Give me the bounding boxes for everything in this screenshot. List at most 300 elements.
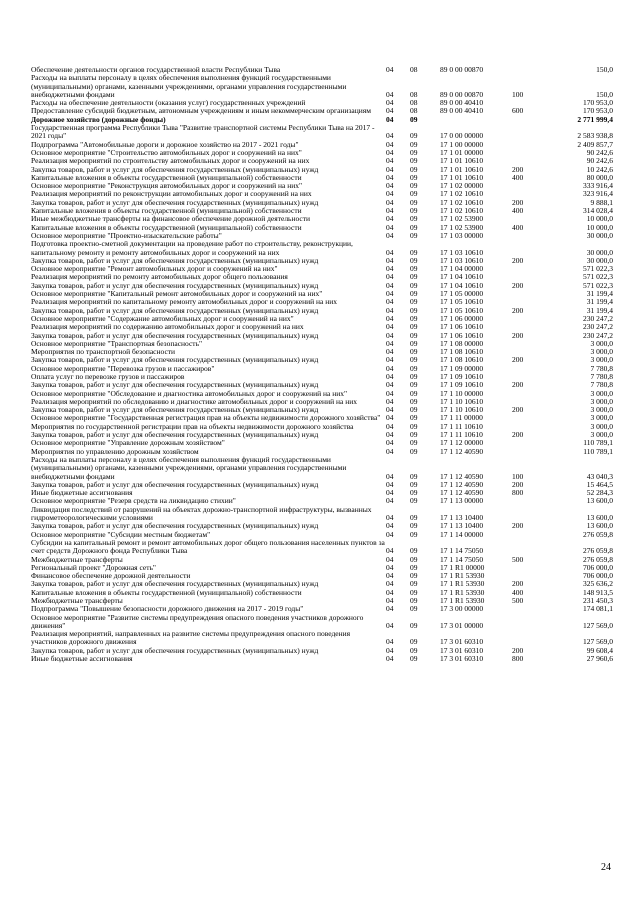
row-name: Мероприятия по транспортной безопасности: [31, 347, 176, 357]
row-name: Государственная программа Республики Тыва "Развитие транспортной системы Республики Тыва на 2017 - 2021 годы": [31, 123, 375, 141]
row-amount: 230 247,2: [583, 330, 613, 340]
row-amount: 110 789,1: [583, 438, 613, 448]
row-section: 04: [386, 214, 394, 224]
row-subsection: 09: [410, 147, 418, 157]
table-row: [31, 124, 613, 141]
row-amount: 13 600,0: [586, 521, 613, 531]
row-expense-type: 200: [512, 430, 524, 440]
row-amount: 31 199,4: [586, 305, 613, 315]
row-expense-type: 200: [512, 479, 524, 489]
row-amount: 571 022,3: [583, 280, 613, 290]
row-amount: 90 242,6: [586, 156, 613, 166]
row-section: 04: [386, 330, 394, 340]
row-target-article: 17 1 R1 53930: [440, 587, 485, 597]
row-name: Основное мероприятие "Капитальный ремонт автомобильных дорог и сооружений на них": [31, 289, 323, 299]
row-subsection: 09: [410, 131, 418, 141]
row-name: Закупка товаров, работ и услуг для обеспечения государственных (муниципальных) нужд: [31, 430, 319, 440]
row-subsection: 09: [410, 620, 418, 630]
row-name: Мероприятия по государственной регистрации прав на объекты недвижимости дорожного хозяйства: [31, 421, 354, 431]
row-subsection: 09: [410, 396, 418, 406]
table-row: [31, 614, 613, 631]
row-section: 04: [386, 139, 394, 149]
row-amount: 110 789,1: [583, 446, 613, 456]
row-name: Закупка товаров, работ и услуг для обеспечения государственных (муниципальных) нужд: [31, 197, 319, 207]
row-section: 04: [386, 255, 394, 265]
row-subsection: 09: [410, 446, 418, 456]
row-section: 04: [386, 471, 394, 481]
row-subsection: 09: [410, 330, 418, 340]
row-target-article: 17 1 08 10610: [440, 355, 484, 365]
row-amount: 3 000,0: [590, 347, 613, 357]
row-section: 04: [386, 571, 394, 581]
row-name: Подготовка проектно-сметной документации на проведение работ по строительству, реконструкции, капитальному ремонту и ремонту автомобильных дорог и сооружений на них: [31, 239, 353, 257]
row-subsection: 09: [410, 579, 418, 589]
row-name: Закупка товаров, работ и услуг для обеспечения государственных (муниципальных) нужд: [31, 479, 319, 489]
row-name: Основное мероприятие "Управление дорожным хозяйством": [31, 438, 225, 448]
row-subsection: 09: [410, 272, 418, 282]
row-name: Основное мероприятие "Перевозка грузов и пассажиров": [31, 363, 215, 373]
row-expense-type: [512, 232, 552, 240]
row-subsection: 09: [410, 305, 418, 315]
row-target-article: 17 1 08 10610: [440, 347, 484, 357]
row-expense-type: 200: [512, 521, 524, 531]
row-target-article: 17 1 04 10610: [440, 272, 484, 282]
row-amount: 31 199,4: [586, 297, 613, 307]
row-name: Закупка товаров, работ и услуг для обеспечения государственных (муниципальных) нужд: [31, 280, 319, 290]
row-amount: 170 953,0: [583, 98, 613, 108]
row-name: Субсидии на капитальный ремонт и ремонт автомобильных дорог общего пользования населенных пунктов за счет средств Дорожного фонда Республики Тыва: [31, 537, 385, 556]
row-target-article: 17 1 01 00000: [440, 147, 484, 157]
row-subsection: 09: [410, 206, 418, 216]
row-name: Закупка товаров, работ и услуг для обеспечения государственных (муниципальных) нужд: [31, 305, 319, 315]
row-expense-type: 200: [512, 579, 524, 589]
row-amount: 148 913,5: [583, 587, 613, 597]
table-row: [31, 74, 613, 99]
row-name: Иные бюджетные ассигнования: [31, 654, 133, 664]
row-target-article: 17 1 14 00000: [440, 529, 484, 539]
row-section: 04: [386, 604, 394, 614]
row-amount: 3 000,0: [590, 413, 613, 423]
row-section: 04: [386, 363, 394, 373]
row-amount: 276 059,8: [583, 546, 613, 556]
row-name: Основное мероприятие "Субсидии местным бюджетам": [31, 529, 211, 539]
row-name: Закупка товаров, работ и услуг для обеспечения государственных (муниципальных) нужд: [31, 255, 319, 265]
row-target-article: 17 1 02 10610: [440, 197, 484, 207]
row-target-article: 17 1 01 10610: [440, 172, 484, 182]
table-row: [31, 539, 613, 556]
row-target-article: 17 1 03 10610: [440, 247, 484, 257]
row-subsection: 09: [410, 637, 418, 647]
row-section: 04: [386, 380, 394, 390]
row-section: 04: [386, 131, 394, 141]
row-target-article: 17 1 11 00000: [440, 413, 483, 423]
row-subsection: 09: [410, 562, 418, 572]
row-amount: 15 464,5: [586, 479, 613, 489]
row-target-article: 89 0 00 40410: [440, 106, 484, 116]
row-amount: 127 569,0: [583, 637, 613, 647]
row-amount: 127 569,0: [583, 620, 613, 630]
row-subsection: 09: [410, 156, 418, 166]
row-section: 04: [386, 430, 394, 440]
row-amount: 3 000,0: [590, 430, 613, 440]
row-amount: 2 771 999,4: [577, 114, 613, 124]
row-subsection: 09: [410, 114, 418, 124]
row-target-article: 17 1 10 10610: [440, 405, 484, 415]
row-amount: 3 000,0: [590, 396, 613, 406]
row-expense-type: [512, 390, 552, 398]
row-subsection: 09: [410, 529, 418, 539]
row-amount: 231 450,3: [583, 596, 613, 605]
row-subsection: 09: [410, 388, 418, 398]
row-name: Основное мероприятие "Обследование и диагностика автомобильных дорог и сооружений на них": [31, 388, 348, 398]
row-section: 04: [386, 338, 394, 348]
row-subsection: 09: [410, 571, 418, 581]
row-amount: 30 000,0: [586, 230, 613, 240]
row-expense-type: [512, 539, 552, 556]
row-name: Реализация мероприятий по содержанию автомобильных дорог и сооружений на них: [31, 322, 304, 332]
row-expense-type: 100: [512, 89, 524, 99]
row-target-article: 17 1 13 00000: [440, 496, 484, 506]
row-expense-type: [512, 315, 552, 323]
row-target-article: 17 1 11 10610: [440, 430, 483, 440]
row-subsection: 09: [410, 181, 418, 191]
row-name: Закупка товаров, работ и услуг для обеспечения государственных (муниципальных) нужд: [31, 380, 319, 390]
row-section: 04: [386, 637, 394, 647]
row-subsection: 09: [410, 280, 418, 290]
row-name: Ликвидация последствий от разрушений на объектах дорожно-транспортной инфраструктуры, вызванных гидрометеорологическими условиями: [31, 504, 372, 523]
row-name: Реализация мероприятий по обследованию и диагностике автомобильных дорог и сооружений на них: [31, 396, 357, 406]
row-amount: 3 000,0: [590, 338, 613, 348]
budget-table: [31, 66, 613, 663]
row-target-article: 17 1 12 40590: [440, 446, 484, 456]
row-section: 04: [386, 247, 394, 257]
row-expense-type: 400: [512, 222, 524, 232]
row-expense-type: [512, 141, 552, 149]
row-target-article: 17 3 00 00000: [440, 604, 484, 614]
row-section: 04: [386, 654, 394, 664]
row-target-article: 17 1 03 10610: [440, 255, 484, 265]
row-section: 04: [386, 230, 394, 240]
row-subsection: 09: [410, 479, 418, 489]
row-target-article: 17 1 12 00000: [440, 438, 484, 448]
row-subsection: 09: [410, 222, 418, 232]
row-subsection: 09: [410, 380, 418, 390]
row-target-article: 17 1 06 10610: [440, 330, 484, 340]
row-amount: 30 000,0: [586, 255, 613, 265]
row-target-article: 17 1 09 00000: [440, 363, 484, 373]
row-section: 04: [386, 65, 394, 74]
row-target-article: 17 1 01 10610: [440, 164, 484, 174]
row-subsection: 09: [410, 421, 418, 431]
row-expense-type: [512, 531, 552, 539]
row-amount: 99 608,4: [586, 645, 613, 655]
row-name: Межбюджетные трансферты: [31, 596, 123, 605]
row-section: 04: [386, 164, 394, 174]
row-target-article: 17 1 02 53900: [440, 222, 484, 232]
row-name: Капитальные вложения в объекты государственной (муниципальной) собственности: [31, 222, 302, 232]
row-subsection: 09: [410, 596, 418, 605]
row-section: 04: [386, 371, 394, 381]
row-target-article: 17 1 02 10610: [440, 206, 484, 216]
row-amount: 7 780,8: [590, 363, 613, 373]
row-amount: 230 247,2: [583, 313, 613, 323]
row-subsection: 09: [410, 363, 418, 373]
row-expense-type: [512, 564, 552, 572]
row-subsection: 09: [410, 338, 418, 348]
row-target-article: 17 1 R1 53930: [440, 596, 485, 605]
row-amount: 706 000,0: [583, 562, 613, 572]
row-section: 04: [386, 289, 394, 299]
row-name: Основное мероприятие "Реконструкция автомобильных дорог и сооружений на них": [31, 181, 303, 191]
row-name: Основное мероприятие "Проектно-изыскательские работы": [31, 230, 222, 240]
row-name: Расходы на выплаты персоналу в целях обеспечения выполнения функций государственными (муниципальными) органами, казенными учреждениями, органами управления государственными внебюджетными фондами: [31, 73, 347, 99]
row-amount: 150,0: [596, 65, 613, 74]
row-section: 04: [386, 579, 394, 589]
row-subsection: 09: [410, 197, 418, 207]
row-target-article: 17 1 12 40590: [440, 471, 484, 481]
row-subsection: 09: [410, 654, 418, 664]
row-subsection: 09: [410, 164, 418, 174]
row-subsection: 09: [410, 355, 418, 365]
budget-table-body: [31, 66, 613, 663]
row-amount: 90 242,6: [586, 147, 613, 157]
row-section: 04: [386, 546, 394, 556]
row-subsection: 09: [410, 405, 418, 415]
row-amount: 230 247,2: [583, 322, 613, 332]
row-subsection: 09: [410, 313, 418, 323]
row-section: 04: [386, 620, 394, 630]
row-subsection: 08: [410, 65, 418, 74]
row-section: 04: [386, 147, 394, 157]
row-expense-type: 800: [512, 654, 524, 664]
row-amount: 276 059,8: [583, 529, 613, 539]
row-name: Капитальные вложения в объекты государственной (муниципальной) собственности: [31, 206, 302, 216]
row-amount: 80 000,0: [586, 172, 613, 182]
row-subsection: 09: [410, 604, 418, 614]
row-amount: 323 916,4: [583, 189, 613, 199]
row-target-article: 17 1 01 10610: [440, 156, 484, 166]
row-expense-type: 400: [512, 587, 524, 597]
row-section: 04: [386, 496, 394, 506]
row-subsection: 09: [410, 645, 418, 655]
row-name: Основное мероприятие "Ремонт автомобильных дорог и сооружений на них": [31, 264, 278, 274]
row-name: Закупка товаров, работ и услуг для обеспечения государственных (муниципальных) нужд: [31, 330, 319, 340]
row-expense-type: 200: [512, 197, 524, 207]
row-expense-type: 500: [512, 596, 524, 605]
row-expense-type: 200: [512, 645, 524, 655]
row-section: 04: [386, 529, 394, 539]
row-target-article: 17 1 08 00000: [440, 338, 484, 348]
row-subsection: 08: [410, 98, 418, 108]
row-target-article: 17 1 05 00000: [440, 289, 484, 299]
row-name: Иные межбюджетные трансферты на финансовое обеспечение дорожной деятельности: [31, 214, 311, 224]
row-name: Основное мероприятие "Транспортная безопасность": [31, 338, 203, 348]
row-section: 04: [386, 446, 394, 456]
row-amount: 174 081,1: [583, 604, 613, 614]
row-expense-type: [512, 497, 552, 505]
row-expense-type: [512, 340, 552, 348]
row-target-article: 17 1 05 10610: [440, 305, 484, 315]
row-section: 04: [386, 438, 394, 448]
row-expense-type: [512, 240, 552, 257]
row-expense-type: 100: [512, 471, 524, 481]
row-section: 04: [386, 322, 394, 332]
row-target-article: 17 1 06 10610: [440, 322, 484, 332]
row-target-article: 17 1 02 53900: [440, 214, 484, 224]
row-amount: 571 022,3: [583, 264, 613, 274]
row-section: 04: [386, 405, 394, 415]
row-expense-type: 200: [512, 255, 524, 265]
row-name: Расходы на выплаты персоналу в целях обеспечения выполнения функций государственными (муниципальными) органами, казенными учреждениями, органами управления государственными внебюджетными фондами: [31, 454, 347, 481]
row-section: 04: [386, 189, 394, 199]
row-subsection: 09: [410, 322, 418, 332]
row-amount: 27 960,6: [586, 654, 613, 664]
row-subsection: 09: [410, 371, 418, 381]
row-section: 04: [386, 587, 394, 597]
row-subsection: 09: [410, 172, 418, 182]
row-section: 04: [386, 222, 394, 232]
row-subsection: 09: [410, 139, 418, 149]
row-section: 04: [386, 181, 394, 191]
row-name: Закупка товаров, работ и услуг для обеспечения государственных (муниципальных) нужд: [31, 579, 319, 589]
row-expense-type: 200: [512, 305, 524, 315]
row-target-article: 17 1 13 10400: [440, 521, 484, 531]
row-name: Закупка товаров, работ и услуг для обеспечения государственных (муниципальных) нужд: [31, 521, 319, 531]
row-name: Основное мероприятие "Развитие системы предупреждения опасного поведения участников дорожного движения": [31, 612, 364, 630]
row-target-article: 17 1 04 10610: [440, 280, 484, 290]
row-expense-type: [512, 630, 552, 647]
row-subsection: 09: [410, 513, 418, 523]
row-name: Подпрограмма "Автомобильные дороги и дорожное хозяйство на 2017 - 2021 годы": [31, 139, 299, 149]
row-amount: 13 600,0: [586, 513, 613, 523]
row-section: 04: [386, 98, 394, 108]
row-section: 04: [386, 479, 394, 489]
table-row: [31, 506, 613, 523]
row-subsection: 09: [410, 438, 418, 448]
table-row: [31, 456, 613, 481]
row-section: 04: [386, 305, 394, 315]
row-name: Реализация мероприятий, направленных на развитие системы предупреждения опасного поведения участников дорожного движения: [31, 629, 351, 647]
row-section: 04: [386, 388, 394, 398]
row-subsection: 09: [410, 247, 418, 257]
row-amount: 7 780,8: [590, 380, 613, 390]
row-amount: 170 953,0: [583, 106, 613, 116]
row-name: Иные бюджетные ассигнования: [31, 488, 133, 498]
row-amount: 2 409 857,7: [577, 139, 613, 149]
row-name: Расходы на обеспечение деятельности (оказания услуг) государственных учреждений: [31, 98, 306, 108]
row-section: 04: [386, 413, 394, 423]
table-row: [31, 240, 613, 257]
row-target-article: 89 0 00 00870: [440, 65, 484, 74]
row-subsection: 09: [410, 289, 418, 299]
row-expense-type: [512, 605, 552, 613]
row-amount: 3 000,0: [590, 421, 613, 431]
row-amount: 30 000,0: [586, 247, 613, 257]
row-section: 04: [386, 596, 394, 605]
row-subsection: 09: [410, 488, 418, 498]
row-amount: 7 780,8: [590, 371, 613, 381]
row-amount: 314 028,4: [583, 206, 613, 216]
row-amount: 3 000,0: [590, 388, 613, 398]
row-name: Закупка товаров, работ и услуг для обеспечения государственных (муниципальных) нужд: [31, 405, 319, 415]
row-target-article: 17 1 03 00000: [440, 230, 484, 240]
row-name: Закупка товаров, работ и услуг для обеспечения государственных (муниципальных) нужд: [31, 164, 319, 174]
row-target-article: 17 3 01 60310: [440, 645, 484, 655]
row-expense-type: [512, 414, 552, 422]
row-section: 04: [386, 488, 394, 498]
row-target-article: 17 3 01 60310: [440, 637, 484, 647]
row-name: Реализация мероприятий по строительству автомобильных дорог и сооружений на них: [31, 156, 310, 166]
row-name: Предоставление субсидий бюджетным, автономным учреждениям и иным некоммерческим организациям: [31, 106, 371, 116]
row-target-article: 17 1 06 00000: [440, 313, 484, 323]
row-expense-type: 200: [512, 405, 524, 415]
row-name: Региональный проект "Дорожная сеть": [31, 562, 156, 572]
row-expense-type: [512, 182, 552, 190]
row-target-article: 17 1 00 00000: [440, 139, 484, 149]
row-expense-type: [512, 506, 552, 523]
row-expense-type: 400: [512, 206, 524, 216]
row-target-article: 17 1 02 00000: [440, 181, 484, 191]
row-section: 04: [386, 513, 394, 523]
row-section: 04: [386, 347, 394, 357]
row-subsection: 09: [410, 297, 418, 307]
row-amount: 2 583 938,8: [577, 131, 613, 141]
row-target-article: 17 0 00 00000: [440, 131, 484, 141]
row-expense-type: 200: [512, 380, 524, 390]
row-expense-type: [512, 149, 552, 157]
row-expense-type: [512, 265, 552, 273]
row-amount: 706 000,0: [583, 571, 613, 581]
row-target-article: 89 0 00 00870: [440, 89, 484, 99]
row-name: Подпрограмма "Повышение безопасности дорожного движения на 2017 - 2019 годы": [31, 604, 304, 614]
row-name: Основное мероприятие "Резерв средств на ликвидацию стихии": [31, 496, 236, 506]
row-target-article: 17 1 14 75050: [440, 546, 484, 556]
table-row: [31, 655, 613, 663]
row-subsection: 09: [410, 521, 418, 531]
row-subsection: 09: [410, 230, 418, 240]
row-subsection: 09: [410, 587, 418, 597]
row-amount: 9 888,1: [590, 197, 613, 207]
row-expense-type: [512, 66, 552, 74]
row-amount: 150,0: [596, 89, 613, 99]
row-section: 04: [386, 206, 394, 216]
row-section: 04: [386, 264, 394, 274]
row-subsection: 09: [410, 264, 418, 274]
row-target-article: 17 1 02 10610: [440, 189, 484, 199]
row-amount: 571 022,3: [583, 272, 613, 282]
row-target-article: 17 1 R1 00000: [440, 562, 485, 572]
row-subsection: 08: [410, 106, 418, 116]
row-subsection: 08: [410, 89, 418, 99]
row-section: 04: [386, 280, 394, 290]
row-section: 04: [386, 521, 394, 531]
row-target-article: 17 1 09 10610: [440, 371, 484, 381]
row-name: Основное мероприятие "Строительство автомобильных дорог и сооружений на них": [31, 147, 302, 157]
row-target-article: 17 1 11 10610: [440, 421, 483, 431]
row-subsection: 09: [410, 413, 418, 423]
row-section: 04: [386, 272, 394, 282]
row-name: Основное мероприятие "Государственная регистрация прав на объекты недвижимости дорожного хозяйства": [31, 413, 381, 423]
row-amount: 43 040,3: [586, 471, 613, 481]
row-section: 04: [386, 421, 394, 431]
row-section: 04: [386, 396, 394, 406]
row-amount: 10 000,0: [586, 214, 613, 224]
row-name: Финансовое обеспечение дорожной деятельности: [31, 571, 191, 581]
row-target-article: 17 1 12 40590: [440, 488, 484, 498]
row-amount: 52 284,3: [586, 488, 613, 498]
row-expense-type: [512, 614, 552, 631]
row-name: Капитальные вложения в объекты государственной (муниципальной) собственности: [31, 172, 302, 182]
